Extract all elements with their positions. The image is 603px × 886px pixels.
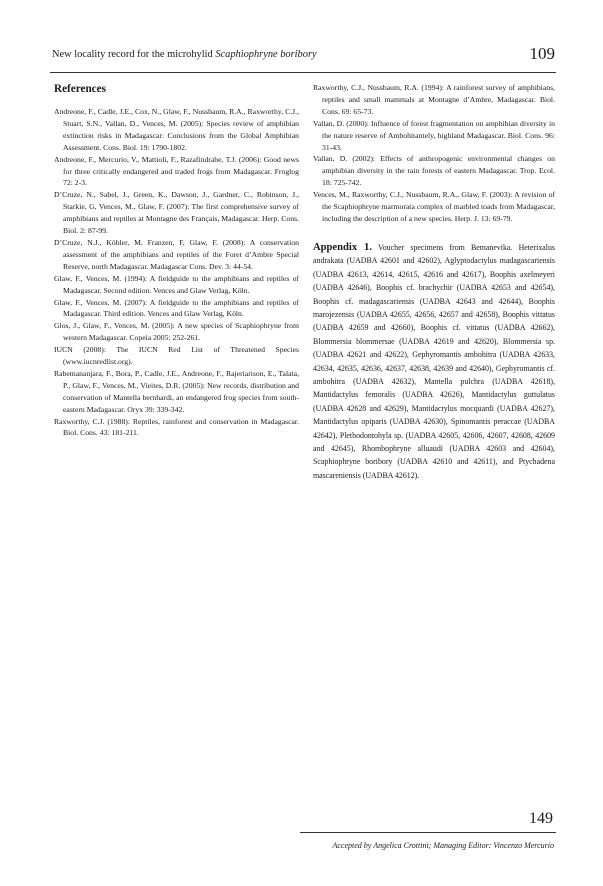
reference-item: Vallan, D. (2002): Effects of anthropogenic environmental changes on amphibian diversity in the rain forests of eastern Madagascar. Trop. Ecol. 18: 725-742.	[313, 154, 555, 188]
reference-item: Rabemananjara, F., Bora, P., Cadle, J.E., Andreone, F., Rajeriarison, E., Talata, P., Glaw, F., Vences, M., Vieites, D.R. (2005): New records, distribution and conservation of Mantella bernhardi, an endangered frog species from south-eastern Madagascar. Oryx 39: 339-342.	[54, 368, 299, 414]
reference-item: D’Cruze, N.J., Köhler, M. Franzen, F, Glaw, F. (2008): A conservation assessment of the amphibians and reptiles of the Foret d’Ambre Special Reserve, north Madagascar. Madagascar Cons. Dev. 3: 44-54.	[54, 237, 299, 271]
editor-note: Accepted by Angelica Crottini; Managing Editor: Vincenzo Mercurio	[332, 841, 554, 850]
footer-page-number: 149	[529, 810, 553, 827]
reference-item: Vallan, D. (2000): Influence of forest fragmentation on amphibian diversity in the nature reserve of Ambohitantely, highland Madagascar. Biol. Cons. 96: 31-43.	[313, 118, 555, 152]
header-title-species: Scaphiophryne boribory	[215, 49, 317, 60]
reference-item: IUCN (2008): The IUCN Red List of Threatened Species (www.iucnredlist.org).	[54, 345, 299, 367]
running-header	[52, 48, 550, 62]
reference-item: Vences, M., Raxworthy, C.J., Nussbaum, R.A., Glaw, F. (2003): A revision of the Scaphiophryne marmorata complex of marbled toads from Madagascar, including the description of a new species. Herp. J. 13: 69-79.	[313, 190, 555, 223]
appendix-heading: Appendix 1.	[313, 241, 372, 253]
left-column	[54, 82, 299, 439]
header-rule	[50, 72, 556, 73]
appendix-block	[313, 241, 555, 482]
reference-list-right	[313, 82, 555, 225]
reference-item: Glaw, F., Vences, M. (1994): A fieldguide to the amphibians and reptiles of Madagascar. Second edition. Vences and Glaw Verlag, Köln.	[54, 273, 299, 295]
right-column	[313, 82, 555, 482]
reference-item: Raxworthy, C.J., Nussbaum, R.A. (1994): A rainforest survey of amphibians, reptiles and small mammals at Montagne d’Ambre, Madagascar. Biol. Cons. 69: 65-73.	[313, 83, 555, 116]
reference-item: Glos, J., Glaw, F., Vences, M. (2005): A new species of Scaphiophryne from western Madagascar. Copeia 2005: 252-261.	[54, 321, 299, 343]
reference-list-left	[54, 106, 299, 439]
reference-item: Glaw, F., Vences, M. (2007): A fieldguide to the amphibians and reptiles of Madagascar. Third edition. Vences and Glaw Verlag, Köln.	[54, 297, 299, 319]
reference-item: Andreone, F., Mercurio, V., Mattioli, F., Razafindrabe, T.J. (2006): Good news for three critically endangered and traded frogs from Madagascar. Froglog 72: 2-3.	[54, 154, 299, 188]
reference-item: Raxworthy, C.J. (1988): Reptiles, rainforest and conservation in Madagascar. Biol. Cons. 43: 181-211.	[54, 416, 299, 438]
reference-item: D’Cruze, N., Sabel, J., Green, K., Dawson, J., Gardner, C., Robinson, J., Starkie, G, Vences, M., Glaw, F. (2007): The first comprehensive survey of amphibians and reptiles at Montagne des Français, Madagascar. Herp. Cons. Biol. 2: 87-99.	[54, 190, 299, 236]
footer-rule	[300, 832, 556, 833]
reference-item: Andreone, F., Cadle, J.E., Cox, N., Glaw, F., Nussbaum, R.A., Raxworthy, C.J., Stuart, S.N., Vallan, D., Vences, M. (2005): Species review of amphibian extinction risks in Madagascar: Conclusions from the Global Amphibian Assessment. Cons. Biol. 19: 1790-1802.	[54, 107, 299, 152]
header-title-prefix: New locality record for the microhylid	[52, 49, 216, 60]
references-heading: References	[54, 83, 106, 95]
appendix-text: Voucher specimens from Bemanevika. Heterixalus andrakata (UADBA 42601 and 42602), Aglyptodactylus madagascariensis (UADBA 42613, 42614, 42615, 42616 and 42617), Boophis axelmeyeri (UADBA 42646), Boophis cf. brachychir (UADBA 42653 and 42654), Boophis cf. madagascariensis (UADBA 42643 and 42644), Boophis marojezensis (UADBA 42655, 42656, 42657 and 42658), Boophis vittatus (UADBA 42659 and 42660), Boophis cf. vittatus (UADBA 42662), Blommersia blommersae (UADBA 42619 and 42620), Blommersia sp. (UADBA 42621 and 42622), Gephyromantis ambohitra (UADBA 42633, 42634, 42635, 42636, 42637, 42638, 42639 and 42640), Gephyromantis cf. ambohitra (UADBA 42632), Mantella pulchra (UADBA 42618), Mantidactylus femoralis (UADBA 42626), Mantidactylus guttulatus (UADBA 42628 and 42629), Mantidactylus mocquardi (UADBA 42627), Mantidactylus opiparis (UADBA 42630), Spinomantis peraccae (UADBA 42642), Plethodontohyla sp. (UADBA 42605, 42606, 42607, 42608, 42609 and 42645), Rhombophryne alluaudi (UADBA 42603 and 42604), Scaphiophryne boribory (UADBA 42610 and 42611), and Ptychadena mascareniensis (UADBA 42612).	[313, 242, 555, 480]
page-number: 109	[529, 44, 555, 63]
